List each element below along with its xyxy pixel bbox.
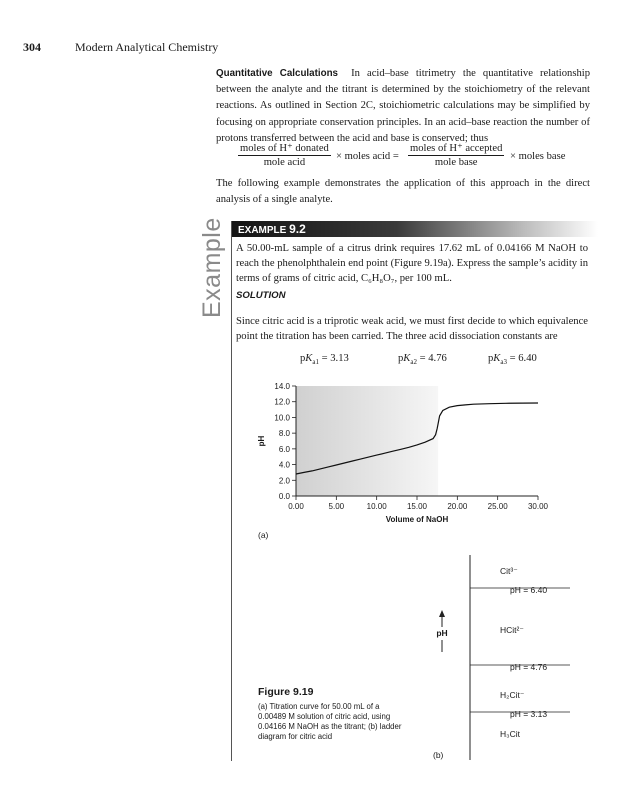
x-tick-label: 15.00 [406, 502, 428, 511]
example-number: 9.2 [289, 222, 306, 236]
example-side-label-text: Example [198, 217, 226, 318]
running-title: Modern Analytical Chemistry [75, 40, 219, 54]
ladder-label-3.13: pH = 3.13 [510, 709, 548, 719]
species-hcit2: HCit²⁻ [500, 625, 524, 635]
example-problem: A 50.00-mL sample of a citrus drink requires 17.62 mL of 0.04166 M NaOH to reach the phenolphthalein end point (Figure 9.19a). Express the sample’s acidity in terms of grams of citric acid, C₆H₈O₇, per 100 mL. [236, 243, 588, 284]
chart-shaded-region [296, 386, 438, 496]
y-tick-label: 10.0 [274, 413, 290, 423]
x-tick-label: 0.00 [288, 502, 304, 511]
panel-label-b: (b) [433, 750, 444, 760]
intro-text: In acid–base titrimetry the quantitative relationship between the analyte and the titrant is determined by the stoichiometry of the relevant reactions. As outlined in Section 2C, stoichiometric calculations may be simplified by focusing on appropriate conservation principles. In an acid–base reaction the number of protons transferred between the acid and base is conserved; thus [216, 68, 591, 144]
species-cit3: Cit³⁻ [500, 566, 518, 576]
ladder-diagram [420, 555, 600, 765]
example-label: EXAMPLE [238, 225, 287, 236]
fraction-accepted-numerator: moles of H⁺ accepted [410, 143, 503, 154]
pka3: $pK_{a3} = 6.40$ [488, 353, 537, 367]
pka1: $pK_{a1} = 3.13$ [300, 353, 349, 367]
ladder-label-4.76: pH = 4.76 [510, 662, 548, 672]
y-tick-label: 2.0 [278, 476, 290, 486]
ph-arrow-up-icon [439, 610, 445, 617]
x-tick-label: 10.00 [366, 502, 387, 511]
fraction-accepted-denominator: mole base [434, 157, 478, 168]
equation-operator-2: × moles base [510, 151, 566, 162]
fraction-donated-numerator: moles of H⁺ donated [240, 143, 329, 154]
x-tick-label: 30.00 [527, 502, 549, 511]
chart-y-axis-label: pH [257, 435, 266, 447]
stoichiometry-equation [218, 142, 598, 176]
after-equation-paragraph: The following example demonstrates the application of this approach in the direct analysis of a single analyte. [216, 178, 590, 206]
example-side-label [198, 218, 232, 318]
y-tick-label: 14.0 [274, 382, 290, 391]
pka2: $pK_{a2} = 4.76$ [398, 353, 447, 367]
intro-heading: Quantitative Calculations [216, 68, 339, 79]
species-h3cit: H₃Cit [500, 729, 520, 739]
figure-caption: (a) Titration curve for 50.00 mL of a 0.00489 M solution of citric acid, using 0.04166 M NaOH as the titrant; (b) ladder diagram for citric acid [258, 702, 402, 741]
y-tick-label: 12.0 [274, 397, 290, 407]
fraction-donated [238, 142, 331, 168]
ladder-label-6.40: pH = 6.40 [510, 585, 548, 595]
intro-paragraph [216, 66, 590, 147]
example-title [238, 222, 306, 236]
x-tick-label: 25.00 [487, 502, 508, 511]
solution-heading: SOLUTION [236, 290, 286, 301]
fraction-donated-denominator: mole acid [263, 157, 306, 168]
equation-operator-1: × moles acid = [336, 151, 399, 162]
y-tick-label: 6.0 [278, 444, 290, 454]
ladder-axis-label: pH [436, 628, 448, 638]
y-tick-label: 4.0 [278, 460, 290, 470]
species-h2cit: H₂Cit⁻ [500, 690, 525, 700]
fraction-accepted [408, 142, 504, 168]
y-tick-label: 0.0 [278, 492, 290, 501]
x-tick-label: 5.00 [328, 502, 345, 511]
figure-title: Figure 9.19 [258, 686, 314, 698]
y-tick-label: 8.0 [278, 429, 290, 439]
panel-label-a: (a) [258, 530, 269, 540]
titration-chart [232, 376, 562, 536]
page-number: 304 [23, 40, 41, 54]
solution-text: Since citric acid is a triprotic weak acid, we must first decide to which equivalence point the titration has been carried. The three acid dissociation constants are [236, 316, 588, 342]
x-tick-label: 20.00 [447, 502, 468, 511]
chart-x-axis-label: Volume of NaOH [385, 515, 449, 524]
